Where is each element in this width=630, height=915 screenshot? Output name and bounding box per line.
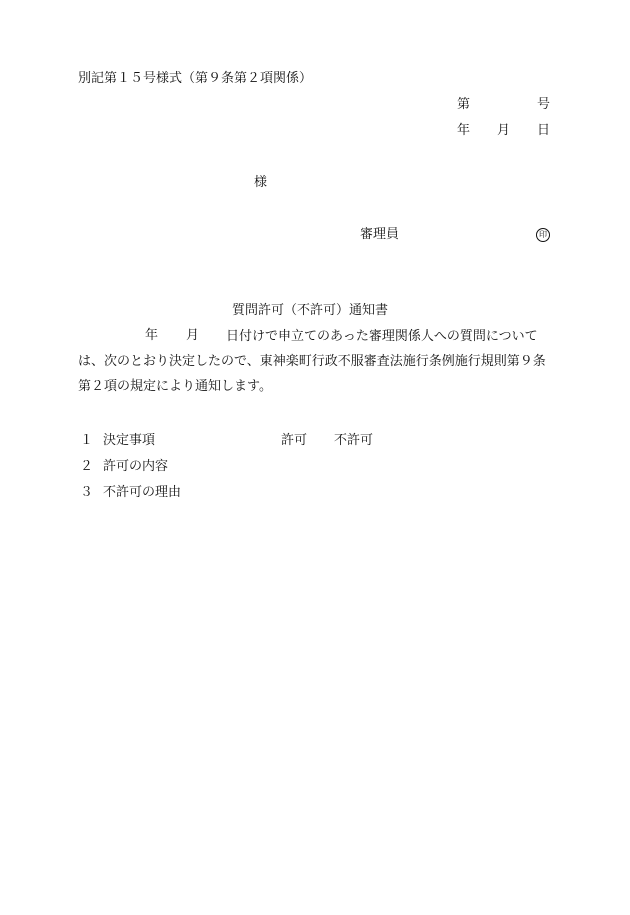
document-title: 質問許可（不許可）通知書 <box>232 303 389 318</box>
form-label: 別記第１５号様式（第９条第２項関係） <box>78 71 313 86</box>
item-label-3: 不許可の理由 <box>103 485 182 500</box>
date-year: 年 <box>457 123 471 138</box>
item-number-2: ２ <box>80 459 94 474</box>
decision-option-permit: 許可 <box>281 433 308 448</box>
addressee-honorific: 様 <box>254 175 268 190</box>
document-number-prefix: 第 <box>457 97 471 112</box>
seal-icon: 印 <box>536 226 550 244</box>
date-day: 日 <box>537 123 551 138</box>
item-number-3: ３ <box>80 485 94 500</box>
decision-option-deny: 不許可 <box>334 433 374 448</box>
item-number-1: １ <box>80 433 94 448</box>
body-paragraph: 日付けで申立てのあった審理関係人への質問については、次のとおり決定したので、東神楽町行政不服審査法施行条例施行規則第９条第２項の規定により通知します。 <box>78 329 546 394</box>
body-year: 年 <box>145 328 159 343</box>
date-month: 月 <box>497 123 511 138</box>
sender-title: 審理員 <box>360 227 400 242</box>
item-label-1: 決定事項 <box>103 433 156 448</box>
item-label-2: 許可の内容 <box>103 459 169 474</box>
body-month: 月 <box>186 328 200 343</box>
document-number-suffix: 号 <box>537 97 551 112</box>
